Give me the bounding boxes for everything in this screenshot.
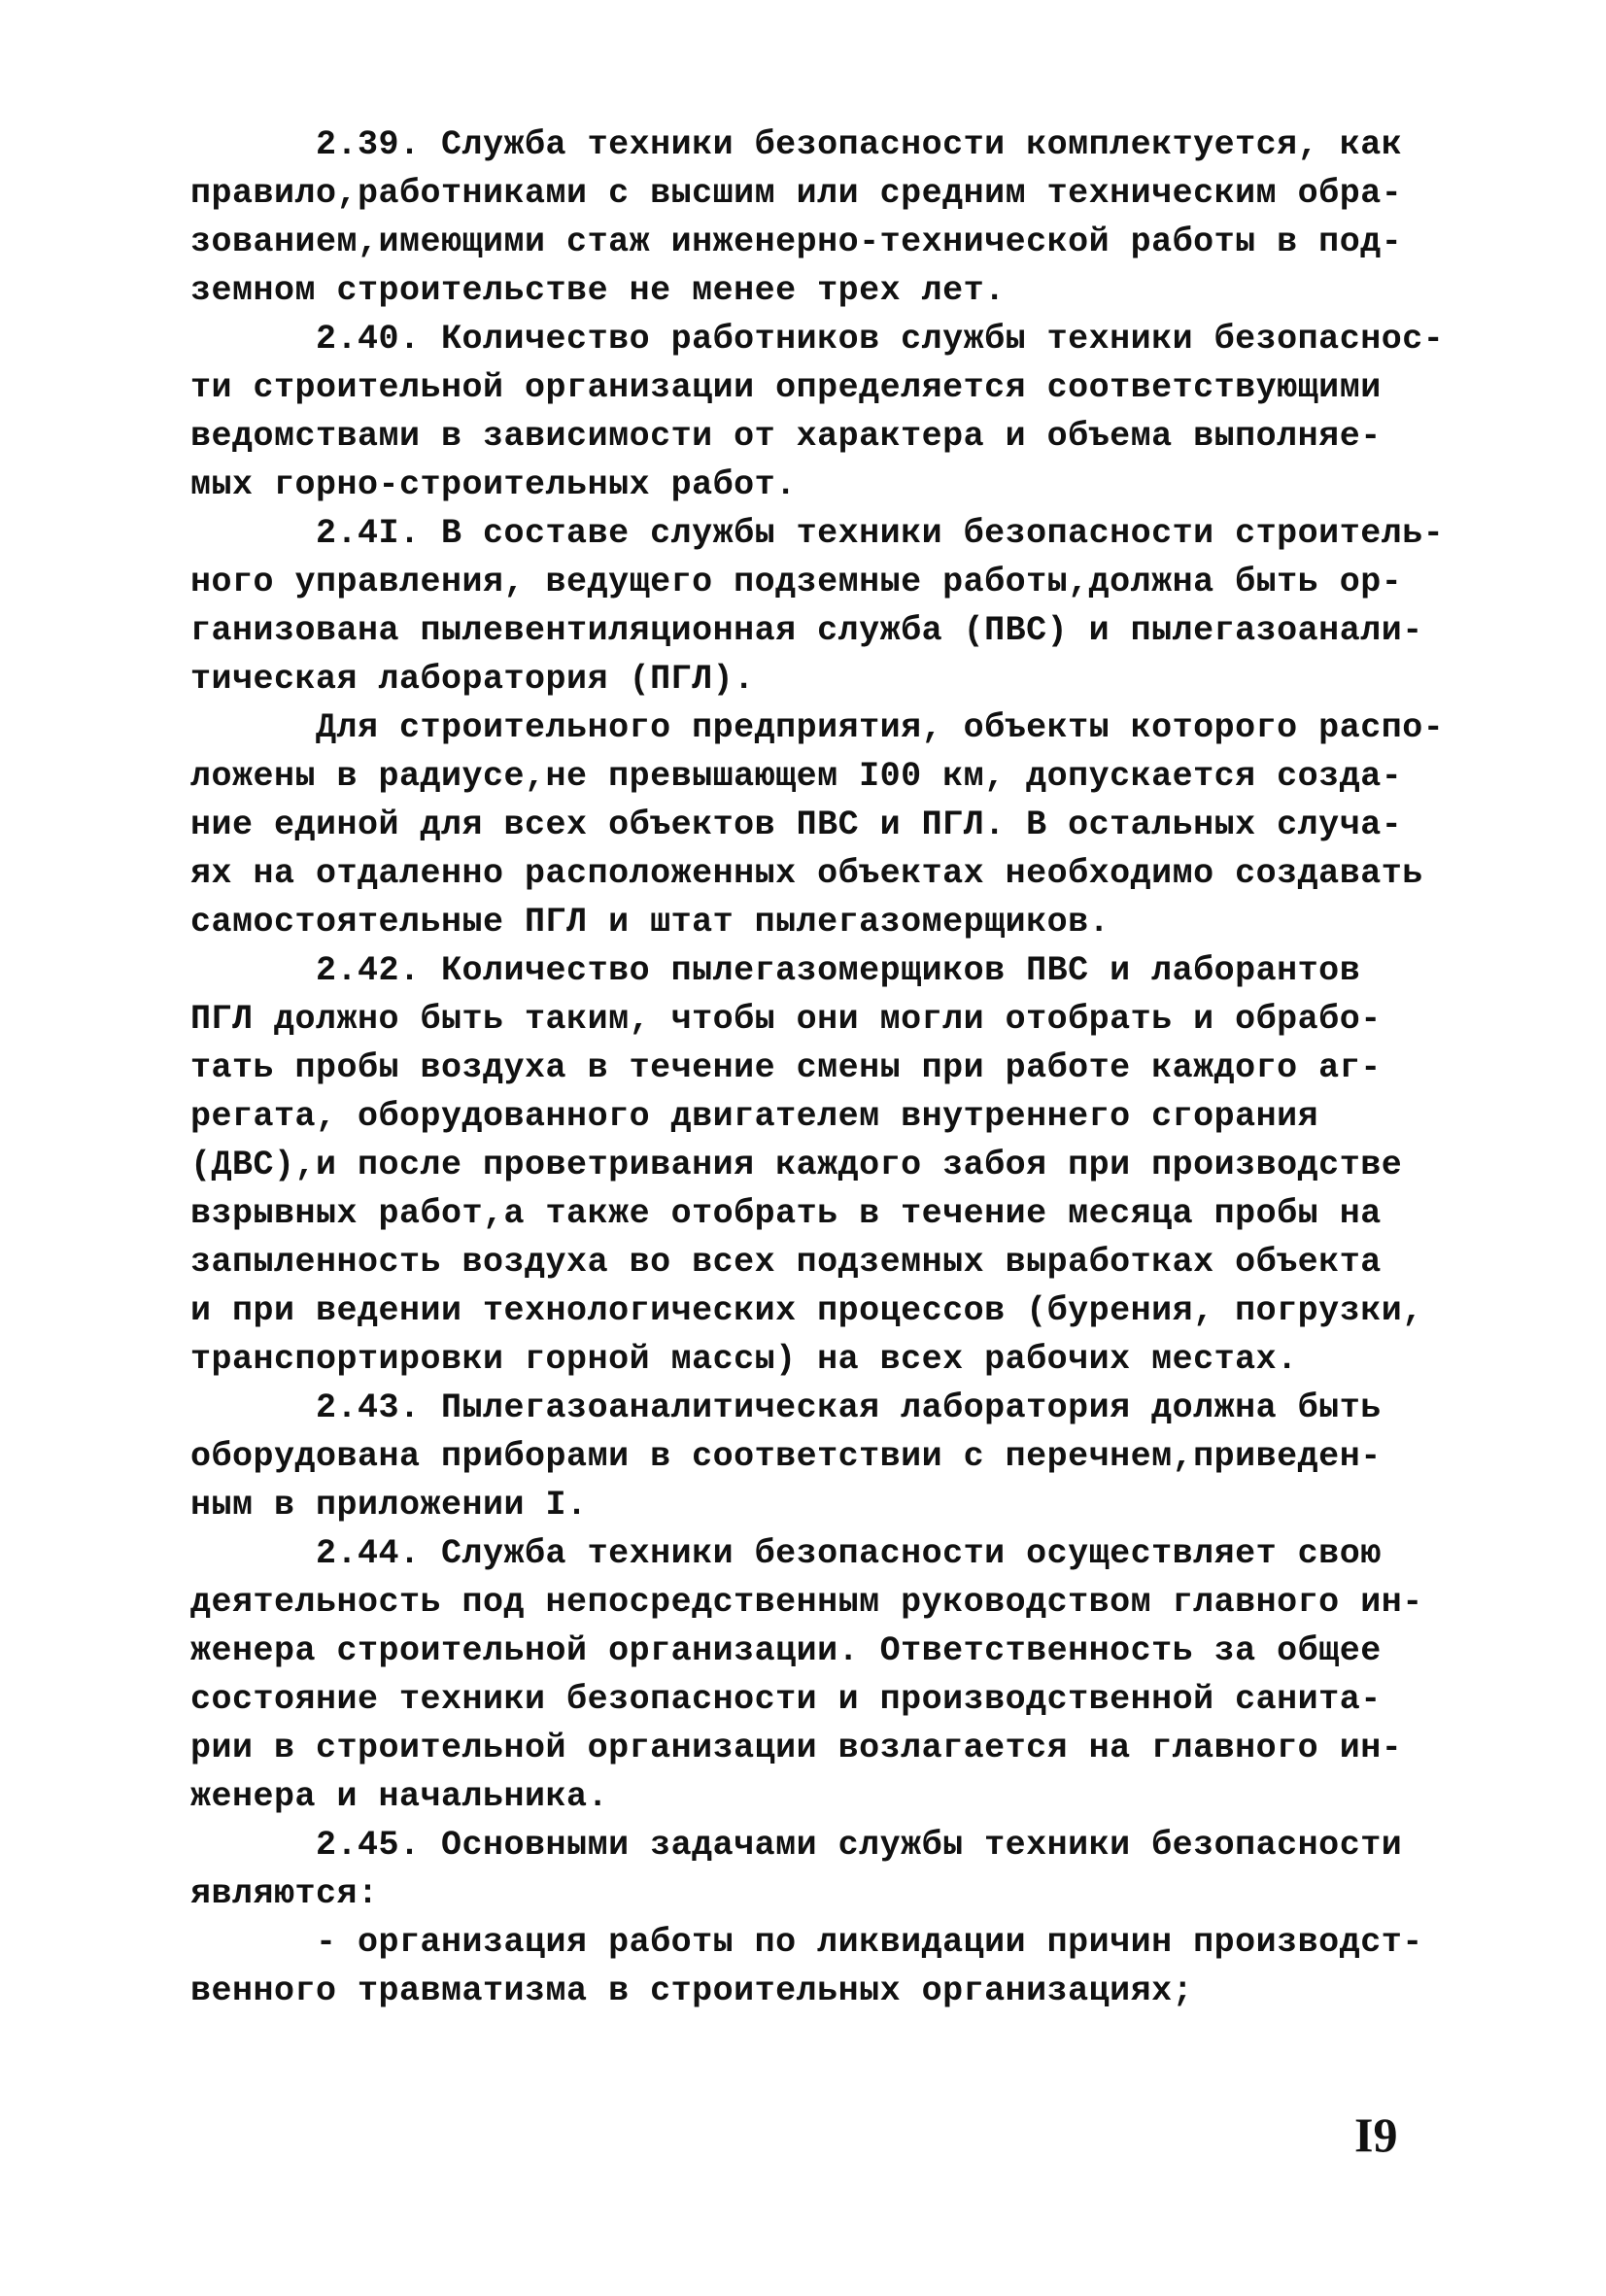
text-line: 2.42. Количество пылегазомерщиков ПВС и лаборантов <box>190 951 1361 990</box>
text-line: (ДВС),и после проветривания каждого забоя при производстве <box>190 1146 1403 1184</box>
text-line: 2.44. Служба техники безопасности осуществляет свою <box>190 1534 1382 1573</box>
text-line: - организация работы по ликвидации причин производст- <box>190 1923 1423 1962</box>
text-line: тическая лаборатория (ПГЛ). <box>190 660 755 699</box>
text-line: мых горно-строительных работ. <box>190 465 797 504</box>
text-line: 2.43. Пылегазоаналитическая лаборатория должна быть <box>190 1388 1382 1427</box>
text-line: тать пробы воздуха в течение смены при работе каждого аг- <box>190 1048 1382 1087</box>
text-line: женера и начальника. <box>190 1777 609 1816</box>
text-line: ганизована пылевентиляционная служба (ПВС) и пылегазоанали- <box>190 611 1423 650</box>
text-line: самостоятельные ПГЛ и штат пылегазомерщиков. <box>190 903 1111 942</box>
text-line: ным в приложении I. <box>190 1486 588 1525</box>
text-line: 2.39. Служба техники безопасности комплектуется, как <box>190 125 1403 164</box>
text-line: зованием,имеющими стаж инженерно-технической работы в под- <box>190 223 1403 261</box>
text-line: рии в строительной организации возлагается на главного ин- <box>190 1729 1403 1767</box>
text-line: ведомствами в зависимости от характера и объема выполняе- <box>190 417 1382 456</box>
text-line: запыленность воздуха во всех подземных выработках объекта <box>190 1243 1382 1282</box>
text-line: женера строительной организации. Ответственность за общее <box>190 1631 1382 1670</box>
text-line: ПГЛ должно быть таким, чтобы они могли отобрать и обрабо- <box>190 1000 1382 1039</box>
text-line: и при ведении технологических процессов (бурения, погрузки, <box>190 1291 1423 1330</box>
text-line: регата, оборудованного двигателем внутреннего сгорания <box>190 1097 1319 1136</box>
text-line: ного управления, ведущего подземные работы,должна быть ор- <box>190 563 1403 601</box>
document-body <box>190 120 1445 2015</box>
text-line: оборудована приборами в соответствии с перечнем,приведен- <box>190 1437 1382 1476</box>
text-line: 2.4I. В составе службы техники безопасности строитель- <box>190 514 1445 553</box>
text-line: венного травматизма в строительных организациях; <box>190 1971 1194 2010</box>
text-line: ях на отдаленно расположенных объектах необходимо создавать <box>190 854 1423 893</box>
text-line: деятельность под непосредственным руководством главного ин- <box>190 1583 1423 1622</box>
text-line: 2.40. Количество работников службы техники безопаснос- <box>190 320 1445 359</box>
text-line: правило,работниками с высшим или средним техническим обра- <box>190 174 1403 213</box>
page-number: I9 <box>1354 2108 1398 2162</box>
text-line: являются: <box>190 1874 379 1913</box>
text-line: состояние техники безопасности и производственной санита- <box>190 1680 1382 1719</box>
text-line: транспортировки горной массы) на всех рабочих местах. <box>190 1340 1298 1379</box>
text-line: ложены в радиусе,не превышающем I00 км, допускается созда- <box>190 757 1403 796</box>
text-line: ние единой для всех объектов ПВС и ПГЛ. В остальных случа- <box>190 805 1403 844</box>
text-line: ти строительной организации определяется соответствующими <box>190 368 1382 407</box>
text-line: 2.45. Основными задачами службы техники безопасности <box>190 1826 1403 1865</box>
text-line: взрывных работ,а также отобрать в течение месяца пробы на <box>190 1194 1382 1233</box>
text-line: земном строительстве не менее трех лет. <box>190 271 1006 310</box>
text-line: Для строительного предприятия, объекты которого распо- <box>190 708 1445 747</box>
